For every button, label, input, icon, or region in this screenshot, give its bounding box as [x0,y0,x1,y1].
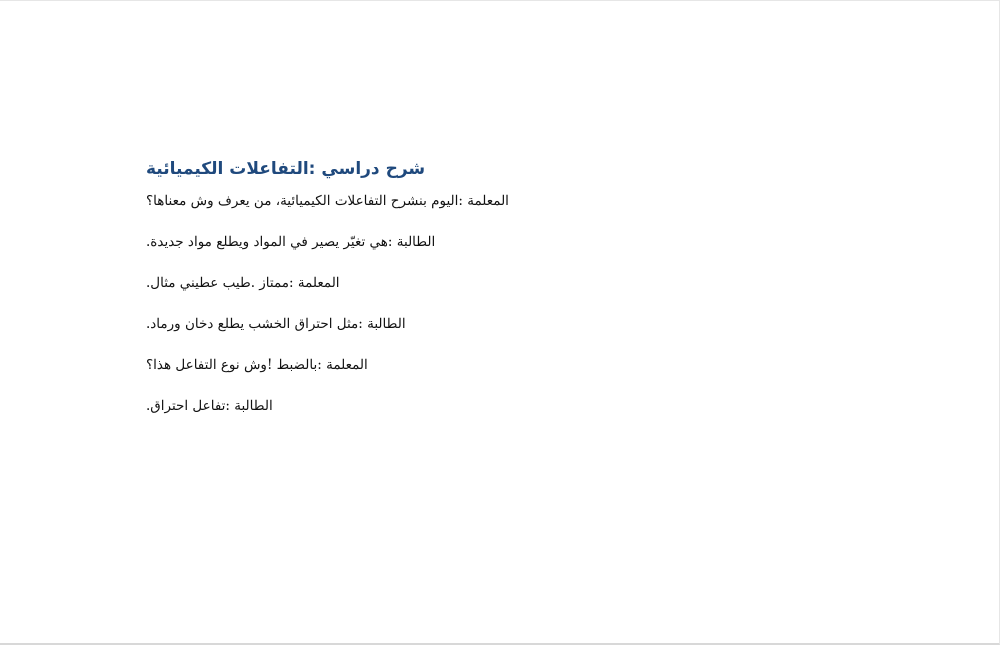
dialogue-line-teacher-3: المعلمة :بالضبط !وش نوع التفاعل هذا؟ [146,357,368,373]
dialogue-line-teacher-2: المعلمة :ممتاز .طيب عطيني مثال. [146,275,340,291]
dialogue-line-student-3: الطالبة :تفاعل احتراق. [146,398,273,414]
document-body [146,156,509,437]
dialogue-line-teacher-1: المعلمة :اليوم بنشرح التفاعلات الكيميائية، من يعرف وش معناها؟ [146,193,509,209]
document-title: شرح دراسي :التفاعلات الكيميائية [146,159,426,179]
dialogue-line-student-2: الطالبة :مثل احتراق الخشب يطلع دخان ورماد. [146,316,406,332]
dialogue-line-student-1: الطالبة :هي تغيّر يصير في المواد ويطلع مواد جديدة. [146,234,436,250]
